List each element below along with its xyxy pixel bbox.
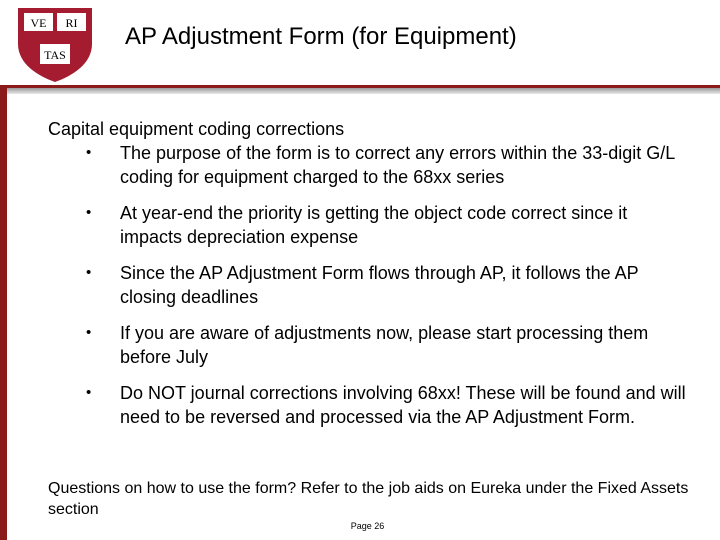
bullet-icon: • xyxy=(86,204,92,221)
list-item xyxy=(0,201,720,249)
list-item xyxy=(0,321,720,369)
bullet-icon: • xyxy=(86,384,92,401)
list-item-text: Do NOT journal corrections involving 68xx! These will be found and will need to be reversed and processed via the AP Adjustment Form. xyxy=(120,383,686,427)
bullet-icon: • xyxy=(86,324,92,341)
bullet-icon: • xyxy=(86,264,92,281)
section-heading: Capital equipment coding corrections xyxy=(48,119,345,139)
list-item xyxy=(0,381,720,429)
svg-text:VE: VE xyxy=(30,16,47,30)
page-title: AP Adjustment Form (for Equipment) xyxy=(125,23,517,50)
list-item-text: The purpose of the form is to correct any errors within the 33-digit G/L coding for equipment charged to the 68xx series xyxy=(120,143,675,187)
list-item-text: Since the AP Adjustment Form flows through AP, it follows the AP closing deadlines xyxy=(120,263,639,307)
footer-note: Questions on how to use the form? Refer to the job aids on Eureka under the Fixed Assets section xyxy=(48,480,689,518)
svg-text:TAS: TAS xyxy=(44,48,66,62)
bullet-icon: • xyxy=(86,144,92,161)
list-item xyxy=(0,261,720,309)
header-rule-shadow xyxy=(7,88,720,94)
list-item-text: At year-end the priority is getting the object code correct since it impacts depreciation expense xyxy=(120,203,628,247)
page-number: Page 26 xyxy=(350,521,385,531)
harvard-shield-logo xyxy=(10,4,100,84)
list-item-text: If you are aware of adjustments now, please start processing them before July xyxy=(120,323,649,367)
list-item xyxy=(0,141,720,189)
svg-text:RI: RI xyxy=(65,16,78,30)
bullet-list xyxy=(0,141,720,441)
